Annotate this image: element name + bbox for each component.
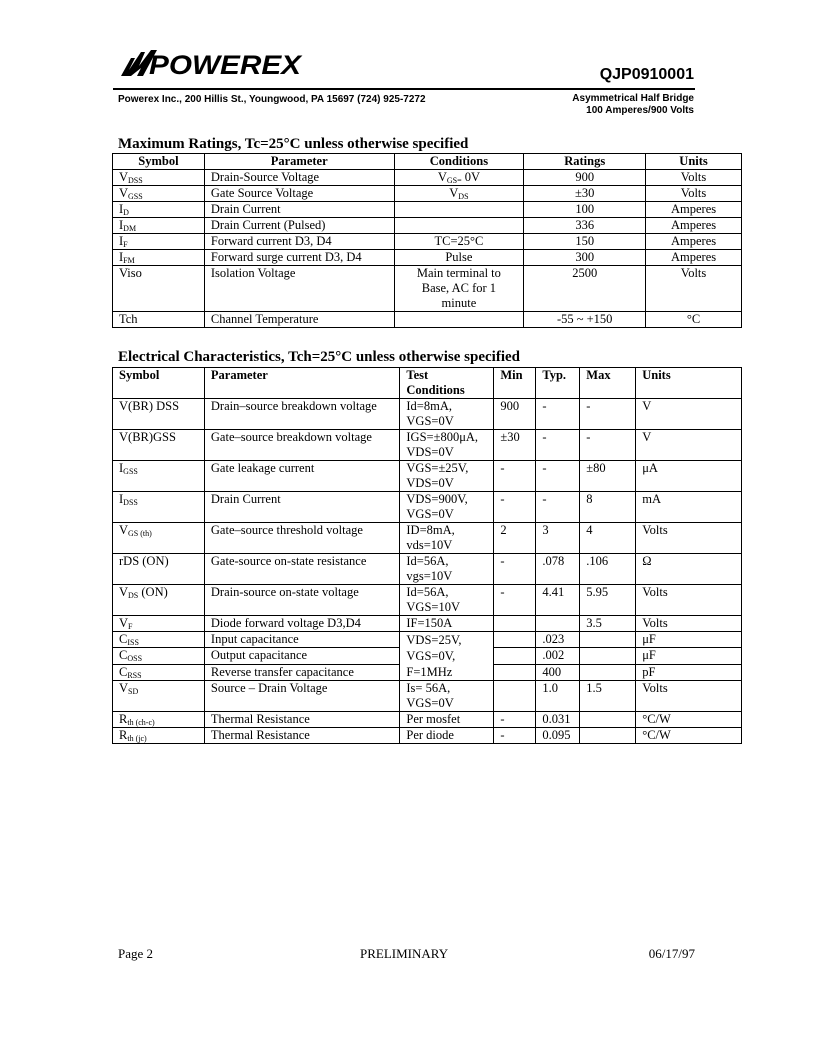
symbol-subscript: SD <box>128 687 139 696</box>
product-rating: 100 Amperes/900 Volts <box>586 105 694 116</box>
col-header: Symbol <box>113 368 205 399</box>
col-header: Parameter <box>204 368 399 399</box>
header-divider <box>113 88 695 90</box>
table-row <box>113 250 742 266</box>
conditions-cell <box>394 312 524 328</box>
min-cell <box>494 664 536 680</box>
symbol-text: C <box>119 632 128 646</box>
max-cell <box>580 632 636 648</box>
symbol-text: Tch <box>119 312 138 326</box>
col-header: Typ. <box>536 368 580 399</box>
powerex-logo <box>121 48 303 80</box>
col-header: Test Conditions <box>400 368 494 399</box>
parameter-cell: Drain Current <box>204 202 394 218</box>
units-cell: °C/W <box>636 712 742 728</box>
parameter-cell: Drain-Source Voltage <box>204 170 394 186</box>
table-row <box>113 234 742 250</box>
min-cell: ±30 <box>494 430 536 461</box>
col-header: Parameter <box>204 154 394 170</box>
max-ratings-title: Maximum Ratings, Tc=25°C unless otherwise specified <box>118 136 469 152</box>
conditions-text: TC=25°C <box>434 234 484 248</box>
symbol-subscript: GSS <box>123 467 138 476</box>
table-row <box>113 430 742 461</box>
symbol-cell <box>113 616 205 632</box>
typ-cell: - <box>536 461 580 492</box>
typ-cell: - <box>536 492 580 523</box>
symbol-text: Viso <box>119 266 142 280</box>
max-cell: 8 <box>580 492 636 523</box>
symbol-text: V <box>119 681 129 695</box>
test-conditions-cell: Per diode <box>400 728 494 744</box>
min-cell <box>494 681 536 712</box>
condition-line: VGS=10V <box>406 600 460 614</box>
test-conditions-cell: Per mosfet <box>400 712 494 728</box>
min-cell <box>494 648 536 664</box>
condition-line: VGS=0V <box>406 507 454 521</box>
col-header: Units <box>646 154 742 170</box>
rating-cell: 100 <box>524 202 646 218</box>
units-cell: V <box>636 430 742 461</box>
parameter-cell: Drain-source on-state voltage <box>204 585 399 616</box>
col-header: Units <box>636 368 742 399</box>
symbol-text: rDS (ON) <box>119 554 169 568</box>
units-cell: μF <box>636 648 742 664</box>
test-conditions-cell: IF=150A <box>400 616 494 632</box>
condition-line: IGS=±800μA, <box>406 430 479 444</box>
page-number: Page 2 <box>118 946 154 961</box>
typ-cell: .002 <box>536 648 580 664</box>
condition-line: ID=8mA, <box>406 523 455 537</box>
document-date: 06/17/97 <box>648 946 695 961</box>
test-conditions-cell <box>400 399 494 430</box>
table-header-row <box>113 154 742 170</box>
max-cell: 4 <box>580 523 636 554</box>
test-conditions-cell <box>400 585 494 616</box>
typ-cell: 0.031 <box>536 712 580 728</box>
symbol-cell <box>113 266 205 312</box>
units-cell: Volts <box>636 681 742 712</box>
symbol-cell <box>113 430 205 461</box>
parameter-cell: Output capacitance <box>204 648 399 664</box>
symbol-cell <box>113 186 205 202</box>
condition-line: VDS=0V <box>406 445 454 459</box>
max-cell: - <box>580 430 636 461</box>
col-header: Ratings <box>524 154 646 170</box>
table-row <box>113 492 742 523</box>
symbol-subscript: GS (th) <box>128 529 152 538</box>
parameter-cell: Forward surge current D3, D4 <box>204 250 394 266</box>
condition-line: VGS=±25V, <box>406 461 469 475</box>
units-cell: Volts <box>646 186 742 202</box>
product-subtitle <box>572 93 694 117</box>
max-ratings-table <box>112 153 742 328</box>
parameter-cell: Reverse transfer capacitance <box>204 664 399 680</box>
table-row <box>113 170 742 186</box>
typ-cell: .023 <box>536 632 580 648</box>
symbol-text: V <box>119 186 129 200</box>
units-cell: Amperes <box>646 202 742 218</box>
conditions-cell <box>394 266 524 312</box>
conditions-cell <box>394 202 524 218</box>
typ-cell: 3 <box>536 523 580 554</box>
symbol-cell <box>113 202 205 218</box>
table-row <box>113 728 742 744</box>
conditions-cell <box>394 234 524 250</box>
symbol-cell <box>113 664 205 680</box>
conditions-cell <box>394 170 524 186</box>
parameter-cell: Gate Source Voltage <box>204 186 394 202</box>
parameter-cell: Source – Drain Voltage <box>204 681 399 712</box>
min-cell: - <box>494 461 536 492</box>
symbol-text: I <box>119 218 124 232</box>
units-cell: μA <box>636 461 742 492</box>
symbol-subscript: D <box>123 208 129 217</box>
units-cell: Volts <box>636 523 742 554</box>
max-cell <box>580 728 636 744</box>
conditions-text: V <box>437 170 447 184</box>
col-header: Conditions <box>394 154 524 170</box>
condition-line: VDS=0V <box>406 476 454 490</box>
conditions-text: Pulse <box>445 250 473 264</box>
test-conditions-cell <box>400 492 494 523</box>
rating-cell: 336 <box>524 218 646 234</box>
symbol-cell <box>113 399 205 430</box>
conditions-cell <box>394 250 524 266</box>
logo-text: POWEREX <box>149 50 303 80</box>
condition-line: vds=10V <box>406 538 453 552</box>
typ-cell: - <box>536 430 580 461</box>
condition-line: Id=8mA, <box>406 399 452 413</box>
table-row <box>113 554 742 585</box>
condition-line: Id=56A, <box>406 554 449 568</box>
units-cell: Volts <box>636 585 742 616</box>
symbol-cell <box>113 554 205 585</box>
symbol-text: I <box>119 234 124 248</box>
units-cell: pF <box>636 664 742 680</box>
parameter-cell: Channel Temperature <box>204 312 394 328</box>
conditions-text: V <box>449 186 459 200</box>
symbol-cell <box>113 585 205 616</box>
rating-cell: 300 <box>524 250 646 266</box>
rating-cell: 900 <box>524 170 646 186</box>
units-cell: Amperes <box>646 218 742 234</box>
symbol-cell <box>113 632 205 648</box>
col-header: Min <box>494 368 536 399</box>
min-cell: - <box>494 554 536 585</box>
symbol-text: C <box>119 648 128 663</box>
min-cell <box>494 632 536 648</box>
document-status: PRELIMINARY <box>360 946 449 961</box>
table-row <box>113 712 742 728</box>
min-cell: - <box>494 728 536 744</box>
max-cell <box>580 648 636 664</box>
condition-line: VGS=0V, <box>406 649 456 663</box>
table-row <box>113 585 742 616</box>
symbol-subscript: DSS <box>123 498 138 507</box>
typ-cell: 400 <box>536 664 580 680</box>
symbol-cell <box>113 170 205 186</box>
parameter-cell: Thermal Resistance <box>204 728 399 744</box>
condition-line: VGS=0V <box>406 414 454 428</box>
parameter-cell: Gate-source on-state resistance <box>204 554 399 585</box>
symbol-cell <box>113 712 205 728</box>
symbol-subscript: DM <box>123 224 137 233</box>
rating-cell: -55 ~ +150 <box>524 312 646 328</box>
typ-cell: 1.0 <box>536 681 580 712</box>
symbol-text: V <box>119 523 129 537</box>
symbol-text: V <box>119 616 129 630</box>
product-type: Asymmetrical Half Bridge <box>572 93 694 104</box>
test-conditions-cell <box>400 632 494 681</box>
conditions-cell <box>394 186 524 202</box>
conditions-text: Main terminal to Base, AC for 1 minute <box>416 266 501 310</box>
symbol-cell <box>113 492 205 523</box>
test-conditions-cell <box>400 430 494 461</box>
table-row <box>113 399 742 430</box>
table-row <box>113 312 742 328</box>
table-row <box>113 632 742 648</box>
condition-line: VDS=25V, <box>406 633 462 647</box>
condition-line: VDS=900V, <box>406 492 468 506</box>
units-cell: Volts <box>646 266 742 312</box>
parameter-cell: Gate–source breakdown voltage <box>204 430 399 461</box>
max-cell: 5.95 <box>580 585 636 616</box>
rating-cell: 150 <box>524 234 646 250</box>
col-header: Max <box>580 368 636 399</box>
table-row <box>113 266 742 312</box>
symbol-text: V <box>119 170 129 184</box>
min-cell: - <box>494 492 536 523</box>
typ-cell: 0.095 <box>536 728 580 744</box>
max-cell <box>580 712 636 728</box>
test-conditions-cell <box>400 554 494 585</box>
symbol-cell <box>113 523 205 554</box>
elec-chars-table <box>112 367 742 744</box>
min-cell <box>494 616 536 632</box>
parameter-cell: Drain Current (Pulsed) <box>204 218 394 234</box>
parameter-cell: Drain Current <box>204 492 399 523</box>
units-cell: Volts <box>646 170 742 186</box>
symbol-cell <box>113 728 205 744</box>
units-cell: μF <box>636 632 742 648</box>
parameter-cell: Thermal Resistance <box>204 712 399 728</box>
conditions-suffix: 0V <box>461 170 480 184</box>
conditions-subscript: GS= <box>446 176 462 185</box>
max-cell: 3.5 <box>580 616 636 632</box>
symbol-text: I <box>119 202 124 216</box>
units-cell: V <box>636 399 742 430</box>
symbol-text: R <box>119 728 128 742</box>
typ-cell <box>536 616 580 632</box>
rating-cell: 2500 <box>524 266 646 312</box>
table-row <box>113 202 742 218</box>
symbol-text: V <box>119 585 129 599</box>
parameter-cell: Gate leakage current <box>204 461 399 492</box>
typ-cell: - <box>536 399 580 430</box>
min-cell: - <box>494 712 536 728</box>
symbol-cell <box>113 681 205 712</box>
table-header-row <box>113 368 742 399</box>
condition-line: vgs=10V <box>406 569 453 583</box>
parameter-cell: Forward current D3, D4 <box>204 234 394 250</box>
units-cell: Volts <box>636 616 742 632</box>
symbol-text: V(BR)GSS <box>119 430 176 444</box>
max-cell: - <box>580 399 636 430</box>
units-cell: °C/W <box>636 728 742 744</box>
table-row <box>113 461 742 492</box>
parameter-cell: Gate–source threshold voltage <box>204 523 399 554</box>
parameter-cell: Drain–source breakdown voltage <box>204 399 399 430</box>
symbol-cell <box>113 250 205 266</box>
condition-line: Id=56A, <box>406 585 449 599</box>
symbol-text: I <box>119 250 124 264</box>
table-row <box>113 616 742 632</box>
units-cell: Amperes <box>646 234 742 250</box>
symbol-subscript: ISS <box>127 638 139 647</box>
symbol-text: I <box>119 461 124 475</box>
company-address: Powerex Inc., 200 Hillis St., Youngwood, PA 15697 (724) 925-7272 <box>118 94 426 105</box>
symbol-subscript: th (jc) <box>127 734 147 743</box>
table-row <box>113 218 742 234</box>
col-header: Symbol <box>113 154 205 170</box>
min-cell: 900 <box>494 399 536 430</box>
symbol-subscript: DSS <box>128 176 143 185</box>
table-row <box>113 523 742 554</box>
condition-line: F=1MHz <box>406 665 453 679</box>
min-cell: - <box>494 585 536 616</box>
elec-chars-title: Electrical Characteristics, Tch=25°C unless otherwise specified <box>118 349 520 365</box>
max-cell: .106 <box>580 554 636 585</box>
symbol-subscript: RSS <box>127 670 142 680</box>
units-cell: Ω <box>636 554 742 585</box>
symbol-subscript: GSS <box>128 192 143 201</box>
typ-cell: 4.41 <box>536 585 580 616</box>
symbol-subscript: FM <box>123 256 135 265</box>
symbol-cell <box>113 648 205 664</box>
symbol-text: I <box>119 492 124 506</box>
symbol-cell <box>113 461 205 492</box>
symbol-cell <box>113 234 205 250</box>
symbol-cell <box>113 218 205 234</box>
test-conditions-cell <box>400 523 494 554</box>
table-row <box>113 186 742 202</box>
symbol-subscript: F <box>128 622 133 631</box>
max-cell: 1.5 <box>580 681 636 712</box>
conditions-cell <box>394 218 524 234</box>
symbol-subscript: OSS <box>127 654 143 664</box>
units-cell: Amperes <box>646 250 742 266</box>
max-cell <box>580 664 636 680</box>
symbol-text: R <box>119 712 128 726</box>
test-conditions-cell <box>400 461 494 492</box>
rating-cell: ±30 <box>524 186 646 202</box>
parameter-cell: Isolation Voltage <box>204 266 394 312</box>
symbol-suffix: (ON) <box>138 585 168 599</box>
max-cell: ±80 <box>580 461 636 492</box>
document-number: QJP0910001 <box>599 66 694 83</box>
typ-cell: .078 <box>536 554 580 585</box>
symbol-cell <box>113 312 205 328</box>
units-cell: °C <box>646 312 742 328</box>
symbol-subscript: DS <box>128 591 139 600</box>
symbol-text: V(BR) DSS <box>119 399 180 413</box>
min-cell: 2 <box>494 523 536 554</box>
symbol-subscript: th (ch-c) <box>127 718 155 727</box>
parameter-cell: Diode forward voltage D3,D4 <box>204 616 399 632</box>
symbol-text: C <box>119 664 128 679</box>
parameter-cell: Input capacitance <box>204 632 399 648</box>
condition-line: Is= 56A, <box>406 681 451 695</box>
symbol-subscript: F <box>123 240 128 249</box>
condition-line: VGS=0V <box>406 696 454 710</box>
test-conditions-cell <box>400 681 494 712</box>
table-row <box>113 681 742 712</box>
units-cell: mA <box>636 492 742 523</box>
conditions-subscript: DS <box>458 192 469 201</box>
